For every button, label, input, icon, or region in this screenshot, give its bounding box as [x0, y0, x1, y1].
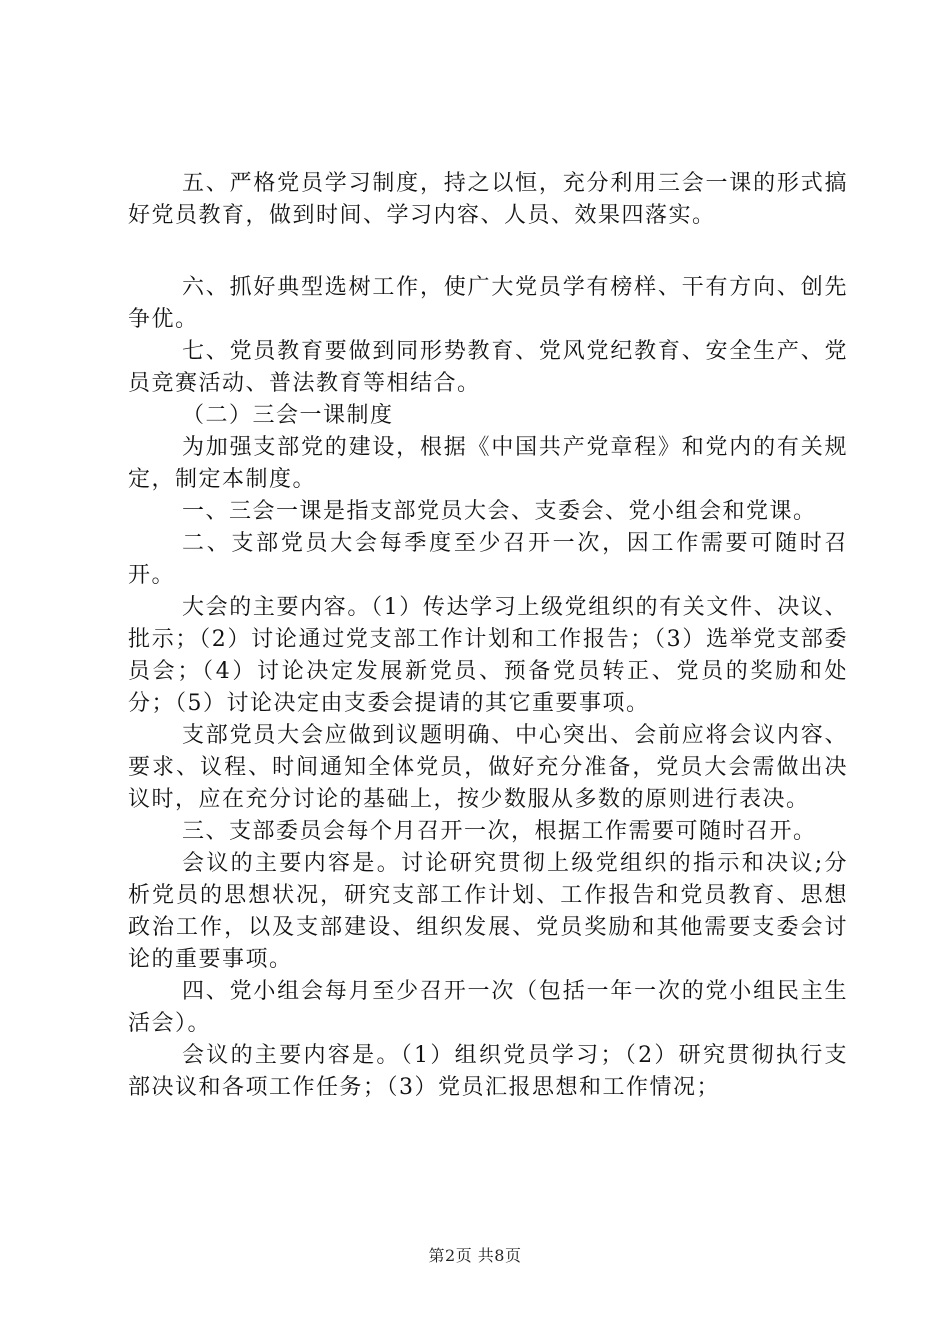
paragraph-rule-5: 五、严格党员学习制度，持之以恒，充分利用三会一课的形式搞好党员教育，做到时间、学习内容、人员、效果四落实。	[128, 171, 848, 228]
paragraph-rule-7: 七、党员教育要做到同形势教育、党风党纪教育、安全生产、党员竞赛活动、普法教育等相结合。	[128, 339, 848, 396]
paragraph-assembly-content: 大会的主要内容。（1）传达学习上级党组织的有关文件、决议、批示；（2）讨论通过党支部工作计划和工作报告；（3）选举党支部委员会；（4）讨论决定发展新党员、预备党员转正、党员的奖励和处分；（5）讨论决定由支委会提请的其它重要事项。	[128, 595, 848, 716]
paragraph-assembly-requirements: 支部党员大会应做到议题明确、中心突出、会前应将会议内容、要求、议程、时间通知全体党员，做好充分准备，党员大会需做出决议时，应在充分讨论的基础上，按少数服从多数的原则进行表决。	[128, 723, 848, 812]
paragraph-group-content: 会议的主要内容是。（1）组织党员学习；（2）研究贯彻执行支部决议和各项工作任务；（3）党员汇报思想和工作情况；	[128, 1043, 848, 1100]
paragraph-item-4: 四、党小组会每月至少召开一次（包括一年一次的党小组民主生活会）。	[128, 979, 848, 1036]
paragraph-intro: 为加强支部党的建设，根据《中国共产党章程》和党内的有关规定，制定本制度。	[128, 435, 848, 492]
section-heading: （二）三会一课制度	[182, 403, 394, 428]
paragraph-item-2: 二、支部党员大会每季度至少召开一次，因工作需要可随时召开。	[128, 531, 848, 588]
paragraph-item-1: 一、三会一课是指支部党员大会、支委会、党小组会和党课。	[182, 499, 817, 524]
page-number: 第2页 共8页	[428, 1246, 522, 1265]
paragraph-committee-content: 会议的主要内容是。讨论研究贯彻上级党组织的指示和决议;分析党员的思想状况，研究支部工作计划、工作报告和党员教育、思想政治工作，以及支部建设、组织发展、党员奖励和其他需要支委会讨论的重要事项。	[128, 851, 848, 972]
paragraph-rule-6: 六、抓好典型选树工作，使广大党员学有榜样、干有方向、创先争优。	[128, 275, 848, 332]
paragraph-item-3: 三、支部委员会每个月召开一次，根据工作需要可随时召开。	[182, 819, 817, 844]
document-body	[128, 168, 848, 1104]
